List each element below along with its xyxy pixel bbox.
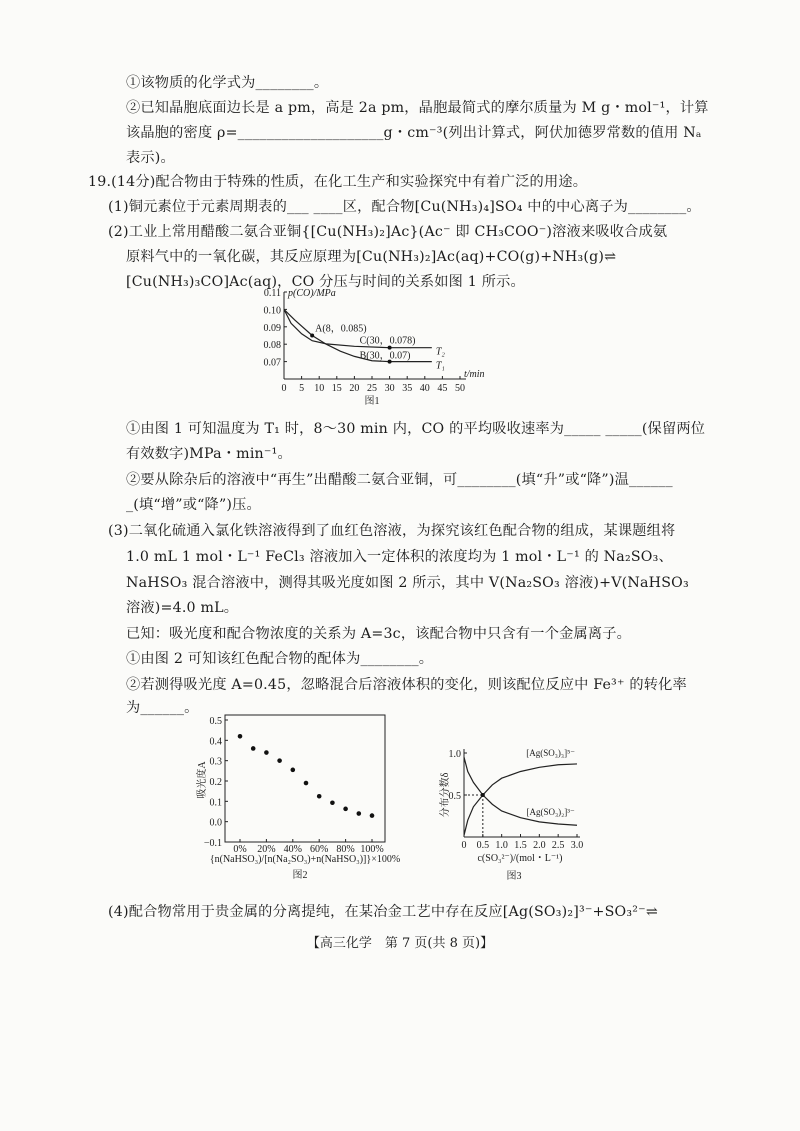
question-19-part3-line4: 溶液)=4.0 mL。 [126, 600, 239, 616]
question-19-part3-line3: NaHSO₃ 混合溶液中，测得其吸光度如图 2 所示，其中 V(Na₂SO₃ 溶液)+V(NaHSO₃ [126, 575, 689, 591]
fig2-data-point [370, 813, 375, 818]
fig1-y-tick-label: 0.09 [263, 322, 281, 334]
fig2-y-axis-label: 吸光度A [197, 761, 208, 799]
page-footer: 【高三化学 第 7 页(共 8 页)】 [306, 936, 494, 951]
fig3-x-tick-label: 1.5 [514, 840, 527, 851]
question-18-part2-line1: ②已知晶胞底面边长是 a pm，高是 2a pm，晶胞最简式的摩尔质量为 M g・mol⁻¹，计算 [126, 100, 709, 116]
fig1-y-axis-label: p(CO)/MPa [288, 288, 336, 299]
question-19-part2-line1: (2)工业上常用醋酸二氨合亚铜{[Cu(NH₃)₂]Ac}(Ac⁻ 即 CH₃COO⁻)溶液来吸收合成氨 [108, 224, 668, 240]
fig3-caption: 图3 [506, 871, 522, 882]
question-19-2-sub2-line1: ②要从除杂后的溶液中“再生”出醋酸二氨合亚铜，可________(填“升”或“降”)温______ [126, 472, 673, 488]
fig2-data-point [317, 794, 322, 799]
fig2-x-tick-label: 60% [310, 844, 329, 855]
question-19-part1: (1)铜元素位于元素周期表的___ ____区，配合物[Cu(NH₃)₄]SO₄ 中的中心离子为________。 [108, 199, 701, 215]
question-18-part2-line3: 表示)。 [126, 150, 175, 166]
fig1-x-tick-label: 0 [281, 383, 287, 394]
fig2-x-tick-label: 20% [257, 844, 276, 855]
fig3-x-axis-label: c(SO₃²⁻)/(mol・L⁻¹) [477, 853, 563, 864]
fig3-y-tick-label: 0.5 [448, 791, 461, 802]
question-19-stem: 19.(14分)配合物由于特殊的性质，在化工生产和实验探究中有着广泛的用途。 [88, 174, 588, 190]
fig3-x-tick-label: 2.0 [533, 840, 546, 851]
fig1-point-label: C(30，0.078) [359, 335, 416, 347]
question-19-part4: (4)配合物常用于贵金属的分离提纯，在某冶金工艺中存在反应[Ag(SO₃)₂]³⁻+SO₃²⁻⇌ [108, 904, 658, 920]
fig3-x-tick-label: 0.5 [476, 840, 490, 851]
fig1-x-axis-label: t/min [464, 369, 485, 380]
fig3-x-tick-label: 0 [461, 840, 467, 851]
fig1-x-tick-label: 15 [331, 383, 342, 394]
fig1-y-tick-label: 0.10 [263, 305, 281, 317]
fig1-point-label: A(8，0.085) [315, 323, 367, 335]
question-19-part3-line2: 1.0 mL 1 mol・L⁻¹ FeCl₃ 溶液加入一定体积的浓度均为 1 mol・L⁻¹ 的 Na₂SO₃、 [126, 549, 673, 565]
question-19-3-sub1: ①由图 2 可知该红色配合物的配体为________。 [126, 651, 434, 667]
fig1-point-label: B(30，0.07) [359, 350, 411, 362]
question-19-2-sub2-line2: _(填“增”或“降”)压。 [126, 497, 261, 513]
question-19-3-sub2-line1: ②若测得吸光度 A=0.45，忽略混合后溶液体积的变化，则该配位反应中 Fe³⁺ 的转化率 [126, 677, 687, 693]
fig1-series-label: T₂ [435, 346, 445, 358]
fig1-point [310, 334, 314, 338]
fig1-x-tick-label: 25 [367, 383, 377, 394]
fig1-series-label: T₁ [435, 360, 445, 372]
fig2-y-tick-label: 0.5 [209, 716, 222, 727]
fig2-x-tick-label: 100% [360, 844, 384, 855]
fig3-y-tick-label: 1.0 [448, 749, 461, 760]
fig2-x-axis-label: {n(NaHSO₃)/[n(Na₂SO₃)+n(NaHSO₃)]}×100% [209, 854, 401, 865]
fig2-data-point [343, 807, 348, 812]
fig1-x-tick-label: 40 [419, 383, 430, 394]
fig2-data-point [251, 746, 256, 751]
question-19-3-sub2-line2: 为______。 [126, 700, 199, 716]
fig2-plot-frame [225, 715, 385, 842]
fig3-y-axis-label: 分布分数δ [440, 772, 451, 818]
fig3-x-tick-label: 2.5 [551, 840, 565, 851]
fig2-y-tick-label: 0.3 [209, 756, 222, 768]
fig2-data-point [264, 750, 269, 755]
fig2-y-tick-label: 0.4 [209, 736, 222, 748]
fig1-caption: 图1 [364, 396, 380, 407]
fig2-data-point [238, 734, 243, 739]
question-19-2-sub1-line2: 有效数字)MPa・min⁻¹。 [126, 446, 292, 462]
fig1-y-tick-label: 0.08 [263, 340, 281, 352]
question-19-part2-line2: 原料气中的一氧化碳，其反应原理为[Cu(NH₃)₂]Ac(aq)+CO(g)+NH₃(g)⇌ [126, 249, 617, 265]
question-18-part2-line2: 该晶胞的密度 ρ=____________________g・cm⁻³(列出计算式，阿伏加德罗常数的值用 Nₐ [126, 125, 702, 141]
fig2-data-point [357, 811, 362, 816]
fig3-x-tick-label: 3.0 [570, 840, 584, 851]
fig1-x-tick-label: 30 [384, 383, 395, 394]
fig2-y-tick-label: 0.1 [209, 797, 222, 809]
fig1-y-tick-label: 0.07 [263, 357, 281, 369]
fig3-series-label: [Ag(SO₃)₂]³⁻ [526, 807, 575, 818]
question-19-part3-known: 已知：吸光度和配合物浓度的关系为 A=3c，该配合物中只含有一个金属离子。 [126, 626, 632, 642]
fig2-data-point [330, 800, 335, 805]
fig2-data-point [291, 768, 296, 773]
question-19-part2-line3: [Cu(NH₃)₃CO]Ac(aq)，CO 分压与时间的关系如图 1 所示。 [126, 274, 525, 290]
fig2-caption: 图2 [292, 870, 308, 881]
fig1-x-tick-label: 5 [299, 383, 305, 394]
fig3-intersection-point [481, 793, 485, 797]
question-19-2-sub1-line1: ①由图 1 可知温度为 T₁ 时，8～30 min 内，CO 的平均吸收速率为_____ _____(保留两位 [126, 421, 706, 437]
fig1-x-tick-label: 20 [349, 383, 360, 394]
fig2-data-point [304, 781, 309, 786]
fig2-x-tick-label: 80% [336, 844, 355, 855]
fig2-x-tick-label: 0% [233, 844, 247, 855]
question-19-part3-line1: (3)二氧化硫通入氯化铁溶液得到了血红色溶液，为探究该红色配合物的组成，某课题组将 [108, 523, 676, 539]
fig1-x-tick-label: 45 [437, 383, 448, 394]
fig1-y-tick-label: 0.11 [263, 288, 281, 299]
fig2-y-tick-label: 0.2 [209, 777, 222, 788]
question-18-part1: ①该物质的化学式为________。 [126, 75, 329, 91]
fig1-x-tick-label: 10 [314, 383, 325, 394]
fig1-x-tick-label: 35 [402, 383, 413, 394]
fig2-y-tick-label: −0.1 [203, 838, 222, 849]
fig3-x-tick-label: 1.0 [495, 840, 508, 851]
fig2-x-tick-label: 40% [283, 844, 302, 855]
fig3-series-label: [Ag(SO₃)₃]⁵⁻ [526, 747, 575, 758]
fig1-x-tick-label: 50 [455, 383, 465, 394]
fig2-y-tick-label: 0.0 [209, 817, 222, 829]
fig2-data-point [277, 758, 282, 763]
